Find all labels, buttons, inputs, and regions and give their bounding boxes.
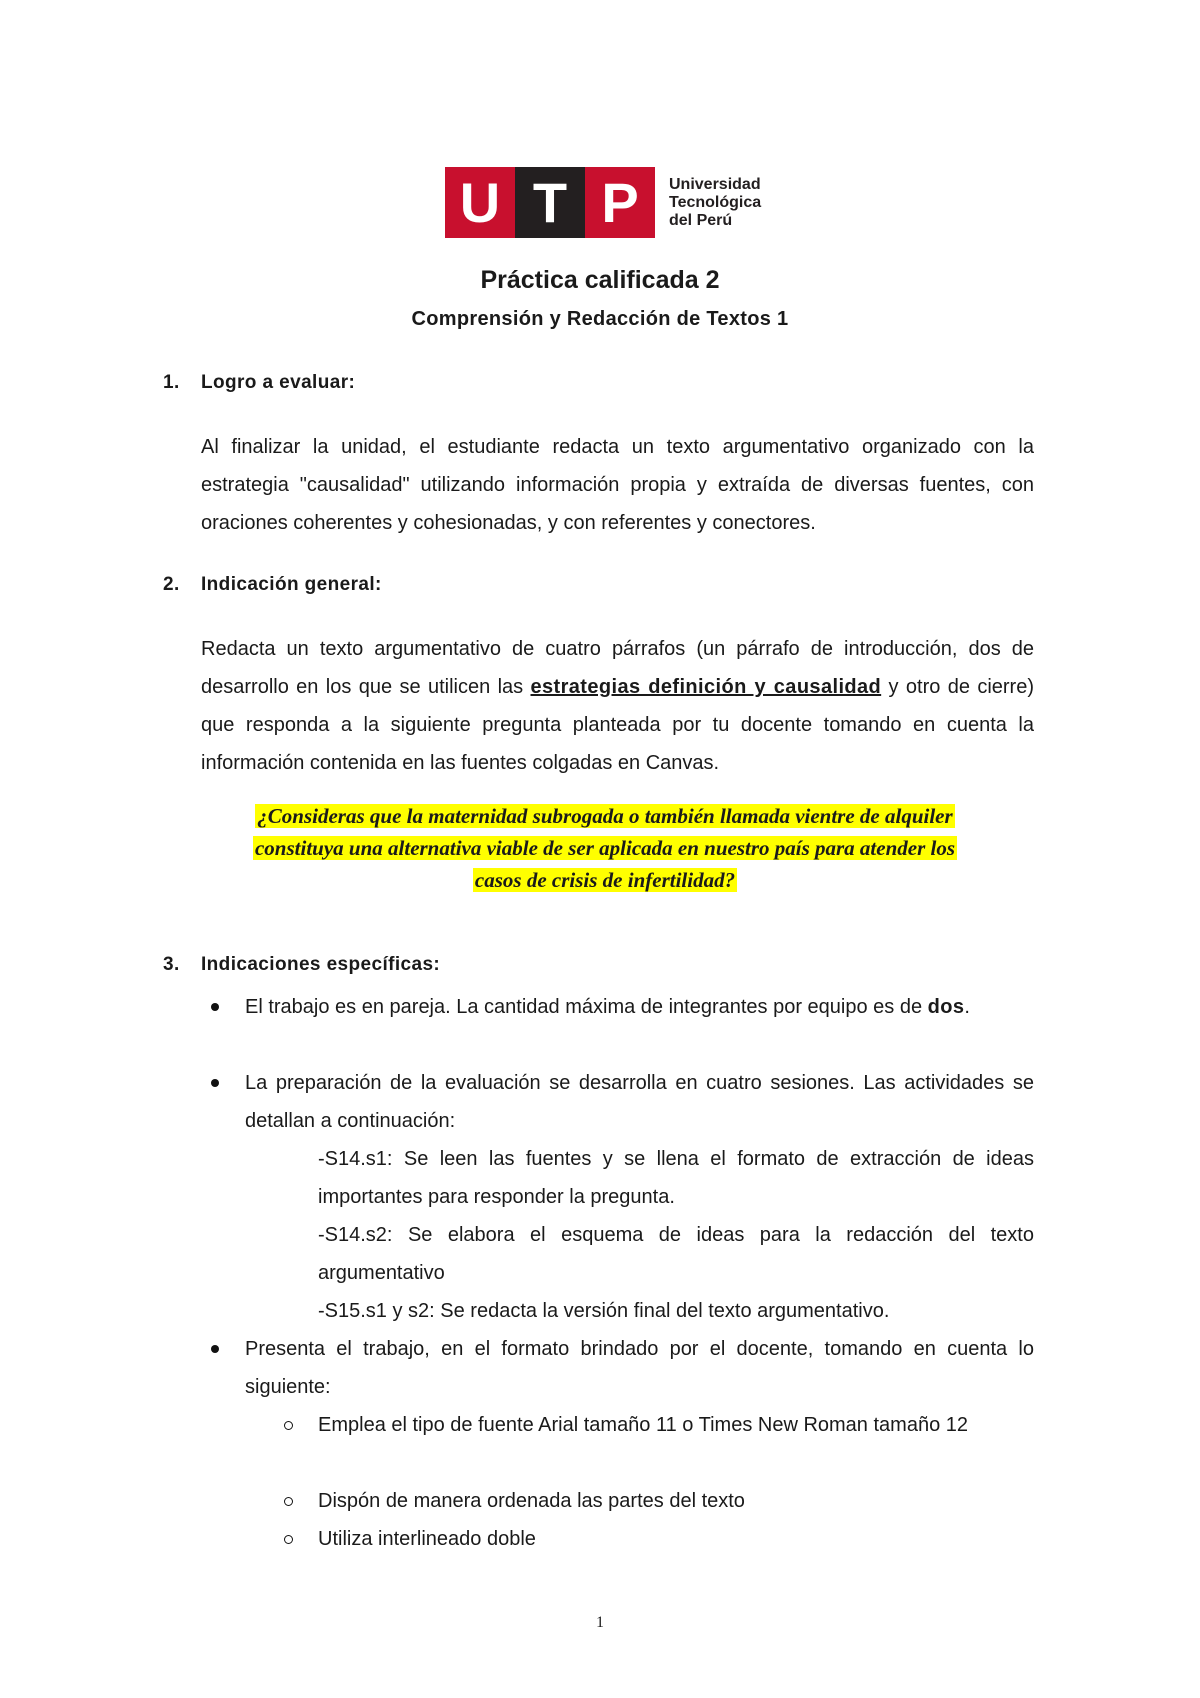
section-heading-especificas	[163, 954, 440, 976]
document-title: Práctica calificada 2	[480, 266, 720, 294]
bullet-dot-icon	[211, 1003, 219, 1011]
section-number: 3.	[163, 954, 180, 975]
circle-bullet-icon	[284, 1497, 293, 1506]
section-heading-logro	[163, 372, 355, 394]
question-line: constituya una alternativa viable de ser aplicada en nuestro país para atender los	[254, 836, 956, 860]
indicacion-text: y otro de cierre) que responda a la siguiente pregunta planteada por tu docente tomando en cuenta la información contenida en las fuentes colgadas en Canvas.	[201, 676, 1034, 774]
section-title: Logro a evaluar:	[201, 372, 356, 393]
bullet-text: La preparación de la evaluación se desarrolla en cuatro sesiones. Las actividades se detallan a continuación:	[245, 1072, 1034, 1132]
indicacion-text: Redacta un texto argumentativo de cuatro párrafos (un párrafo de introducción, dos de desarrollo en los que se utilicen las	[201, 638, 1034, 698]
bullet-dot-icon	[211, 1079, 219, 1087]
format-item	[280, 1520, 1034, 1558]
section-title: Indicaciones específicas:	[201, 954, 441, 975]
logo-letter-u: U	[445, 167, 515, 238]
bullet-item-pareja	[201, 988, 1034, 1026]
session-item: -S15.s1 y s2: Se redacta la versión final del texto argumentativo.	[318, 1300, 890, 1322]
question-line: ¿Consideras que la maternidad subrogada o también llamada vientre de alquiler	[257, 804, 953, 828]
format-item-text: Utiliza interlineado doble	[318, 1528, 536, 1550]
logo-university-name	[669, 176, 761, 230]
section-number: 2.	[163, 574, 180, 595]
bullet-bold-text: dos	[927, 996, 965, 1018]
circle-bullet-icon	[284, 1535, 293, 1544]
question-line: casos de crisis de infertilidad?	[474, 868, 736, 892]
document-subtitle: Comprensión y Redacción de Textos 1	[411, 308, 789, 330]
bullet-text: Presenta el trabajo, en el formato brindado por el docente, tomando en cuenta lo siguiente:	[245, 1338, 1034, 1398]
logo-name-line: del Perú	[669, 211, 733, 229]
bullet-dot-icon	[211, 1345, 219, 1353]
highlighted-question	[170, 800, 1040, 896]
bullet-text: .	[964, 996, 970, 1018]
logo-letters	[445, 167, 655, 238]
indicacion-paragraph	[201, 630, 1034, 782]
utp-logo	[445, 167, 761, 238]
session-item: -S14.s2: Se elabora el esquema de ideas para la redacción del texto argumentativo	[318, 1224, 1034, 1284]
section-number: 1.	[163, 372, 180, 393]
section-title: Indicación general:	[201, 574, 382, 595]
bullet-item-presenta	[201, 1330, 1034, 1406]
logro-paragraph: Al finalizar la unidad, el estudiante redacta un texto argumentativo organizado con la estrategia "causalidad" utilizando información propia y extraída de diversas fuentes, con oraciones coherentes y cohesionadas, y con referentes y conectores.	[201, 436, 1034, 534]
bullet-text: El trabajo es en pareja. La cantidad máxima de integrantes por equipo es de	[245, 996, 928, 1018]
logo-letter-p: P	[585, 167, 655, 238]
bullet-item-preparacion	[201, 1064, 1034, 1140]
indicacion-emphasis: estrategias definición y causalidad	[530, 676, 882, 698]
logo-name-line: Universidad	[669, 175, 761, 193]
page-number: 1	[596, 1614, 604, 1631]
logo-name-line: Tecnológica	[669, 193, 762, 211]
format-item-text: Dispón de manera ordenada las partes del texto	[318, 1490, 745, 1512]
section-heading-indicacion	[163, 574, 382, 596]
format-item-text: Emplea el tipo de fuente Arial tamaño 11 o Times New Roman tamaño 12	[318, 1414, 968, 1436]
circle-bullet-icon	[284, 1421, 293, 1430]
session-item: -S14.s1: Se leen las fuentes y se llena el formato de extracción de ideas importantes para responder la pregunta.	[318, 1148, 1034, 1208]
logo-letter-t: T	[515, 167, 585, 238]
format-item	[280, 1406, 1034, 1444]
format-item	[280, 1482, 1034, 1520]
